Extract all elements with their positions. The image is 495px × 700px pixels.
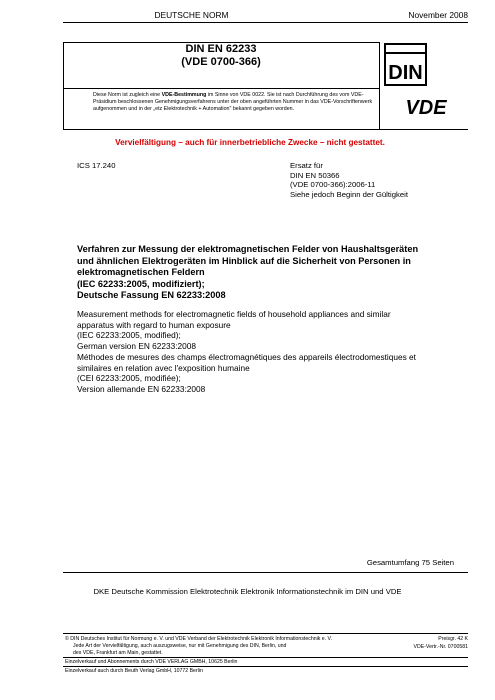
copyright-line: © DIN Deutsches Institut für Normung e. V. und VDE Verband der Elektrotechnik Elektronik Informationstechnik e. V.: [65, 636, 332, 642]
title-fr-line: Version allemande EN 62233:2008: [77, 383, 206, 394]
title-en-line: German version EN 62233:2008: [77, 340, 196, 351]
title-en-line: (IEC 62233:2005, modified);: [77, 330, 181, 340]
title-fr-line: (CEI 62233:2005, modifiée);: [77, 373, 181, 383]
din-norm-number: DIN EN 62233: [185, 43, 257, 55]
vde-logo: [386, 96, 466, 118]
title-de-line: Deutsche Fassung EN 62233:2008: [77, 290, 226, 300]
din-logo: [384, 43, 427, 86]
copyright-notice: [65, 636, 375, 657]
total-pages: Gesamtumfang 75 Seiten: [366, 558, 454, 567]
header-rule: [63, 22, 468, 23]
title-english: [77, 309, 447, 351]
ics-code: ICS 17.240: [77, 161, 116, 170]
title-french: [77, 352, 447, 394]
replacement-line: Ersatz für: [290, 161, 323, 170]
din-logo-text: DIN: [388, 62, 423, 84]
dke-committee: DKE Deutsche Kommission Elektrotechnik Elektronik Informationstechnik im DIN und VDE: [93, 587, 402, 596]
title-german: [77, 244, 437, 302]
sales-info-beuth: Einzelverkauf auch durch Beuth Verlag GmbH, 10772 Berlin: [65, 668, 203, 674]
din-logo-icon: [384, 43, 427, 86]
title-box-right-rule: [379, 42, 380, 130]
replacement-line: Siehe jedoch Beginn der Gültigkeit: [290, 190, 408, 200]
replacement-info: [290, 161, 408, 200]
replacement-line: DIN EN 50366: [290, 170, 340, 180]
title-fr-line: similaires en relation avec l'exposition humaine: [77, 362, 250, 373]
vde-logo-text: VDE: [405, 97, 447, 118]
title-de-line: Verfahren zur Messung der elektromagnetischen Felder von Haushaltsgeräten: [77, 244, 419, 254]
reproduction-warning: Vervielfältigung – auch für innerbetriebliche Zwecke – nicht gestattet.: [115, 138, 385, 147]
publication-date: November 2008: [408, 10, 468, 20]
vde-order-number: VDE-Vertr.-Nr. 0700581: [413, 644, 468, 650]
price-group: Preisgr. 42 K: [438, 636, 468, 642]
title-fr-line: Méthodes de mesures des champs électromagnétiques des appareils électrodomestiques et: [77, 352, 416, 362]
title-de-line: und ähnlichen Elektrogeräten im Hinblick auf die Sicherheit von Personen in: [77, 255, 411, 266]
total-pages-rule: [63, 572, 468, 573]
title-en-line: Measurement methods for electromagnetic fields of household appliances and similar: [77, 309, 391, 319]
document-type-heading: DEUTSCHE NORM: [154, 10, 229, 20]
notice-post: im Sinne von VDE 0022. Sie ist nach Durchführung des vom VDE-Präsidium beschlossenen Genehmigungsverfahrens unter der oben angeführten Nummer in das VDE-Vorschriftenwerk aufgenommen und in der „etz Elektrotechnik + Automation" bekannt gegeben worden.: [93, 92, 373, 113]
notice-bold: VDE-Bestimmung: [161, 92, 207, 98]
notice-pre: Diese Norm ist zugleich eine: [93, 92, 162, 98]
title-en-line: apparatus with regard to human exposure: [77, 319, 231, 330]
title-box-bottom-rule: [63, 129, 468, 130]
footer-sales-rule: [63, 657, 468, 658]
replacement-line: (VDE 0700-366):2006-11: [290, 180, 376, 190]
title-box-middle-rule: [63, 88, 379, 89]
copyright-line: Jede Art der Vervielfältigung, auch auszugsweise, nur mit Genehmigung des DIN, Berlin, und: [73, 643, 287, 649]
title-de-line: (IEC 62233:2005, modifiziert);: [77, 278, 205, 289]
footer-sales-rule-2: [63, 666, 468, 667]
title-de-line: elektromagnetischen Feldern: [77, 267, 205, 277]
vde-regulation-notice: [93, 92, 383, 114]
footer-rule: [63, 633, 468, 634]
copyright-line: des VDE, Frankfurt am Main, gestattet.: [73, 650, 163, 656]
vde-norm-number: (VDE 0700-366): [181, 56, 261, 68]
norm-number: [63, 43, 379, 69]
vde-logo-icon: [386, 96, 466, 118]
sales-info-vde: Einzelverkauf und Abonnements durch VDE VERLAG GMBH, 10625 Berlin: [65, 659, 238, 665]
